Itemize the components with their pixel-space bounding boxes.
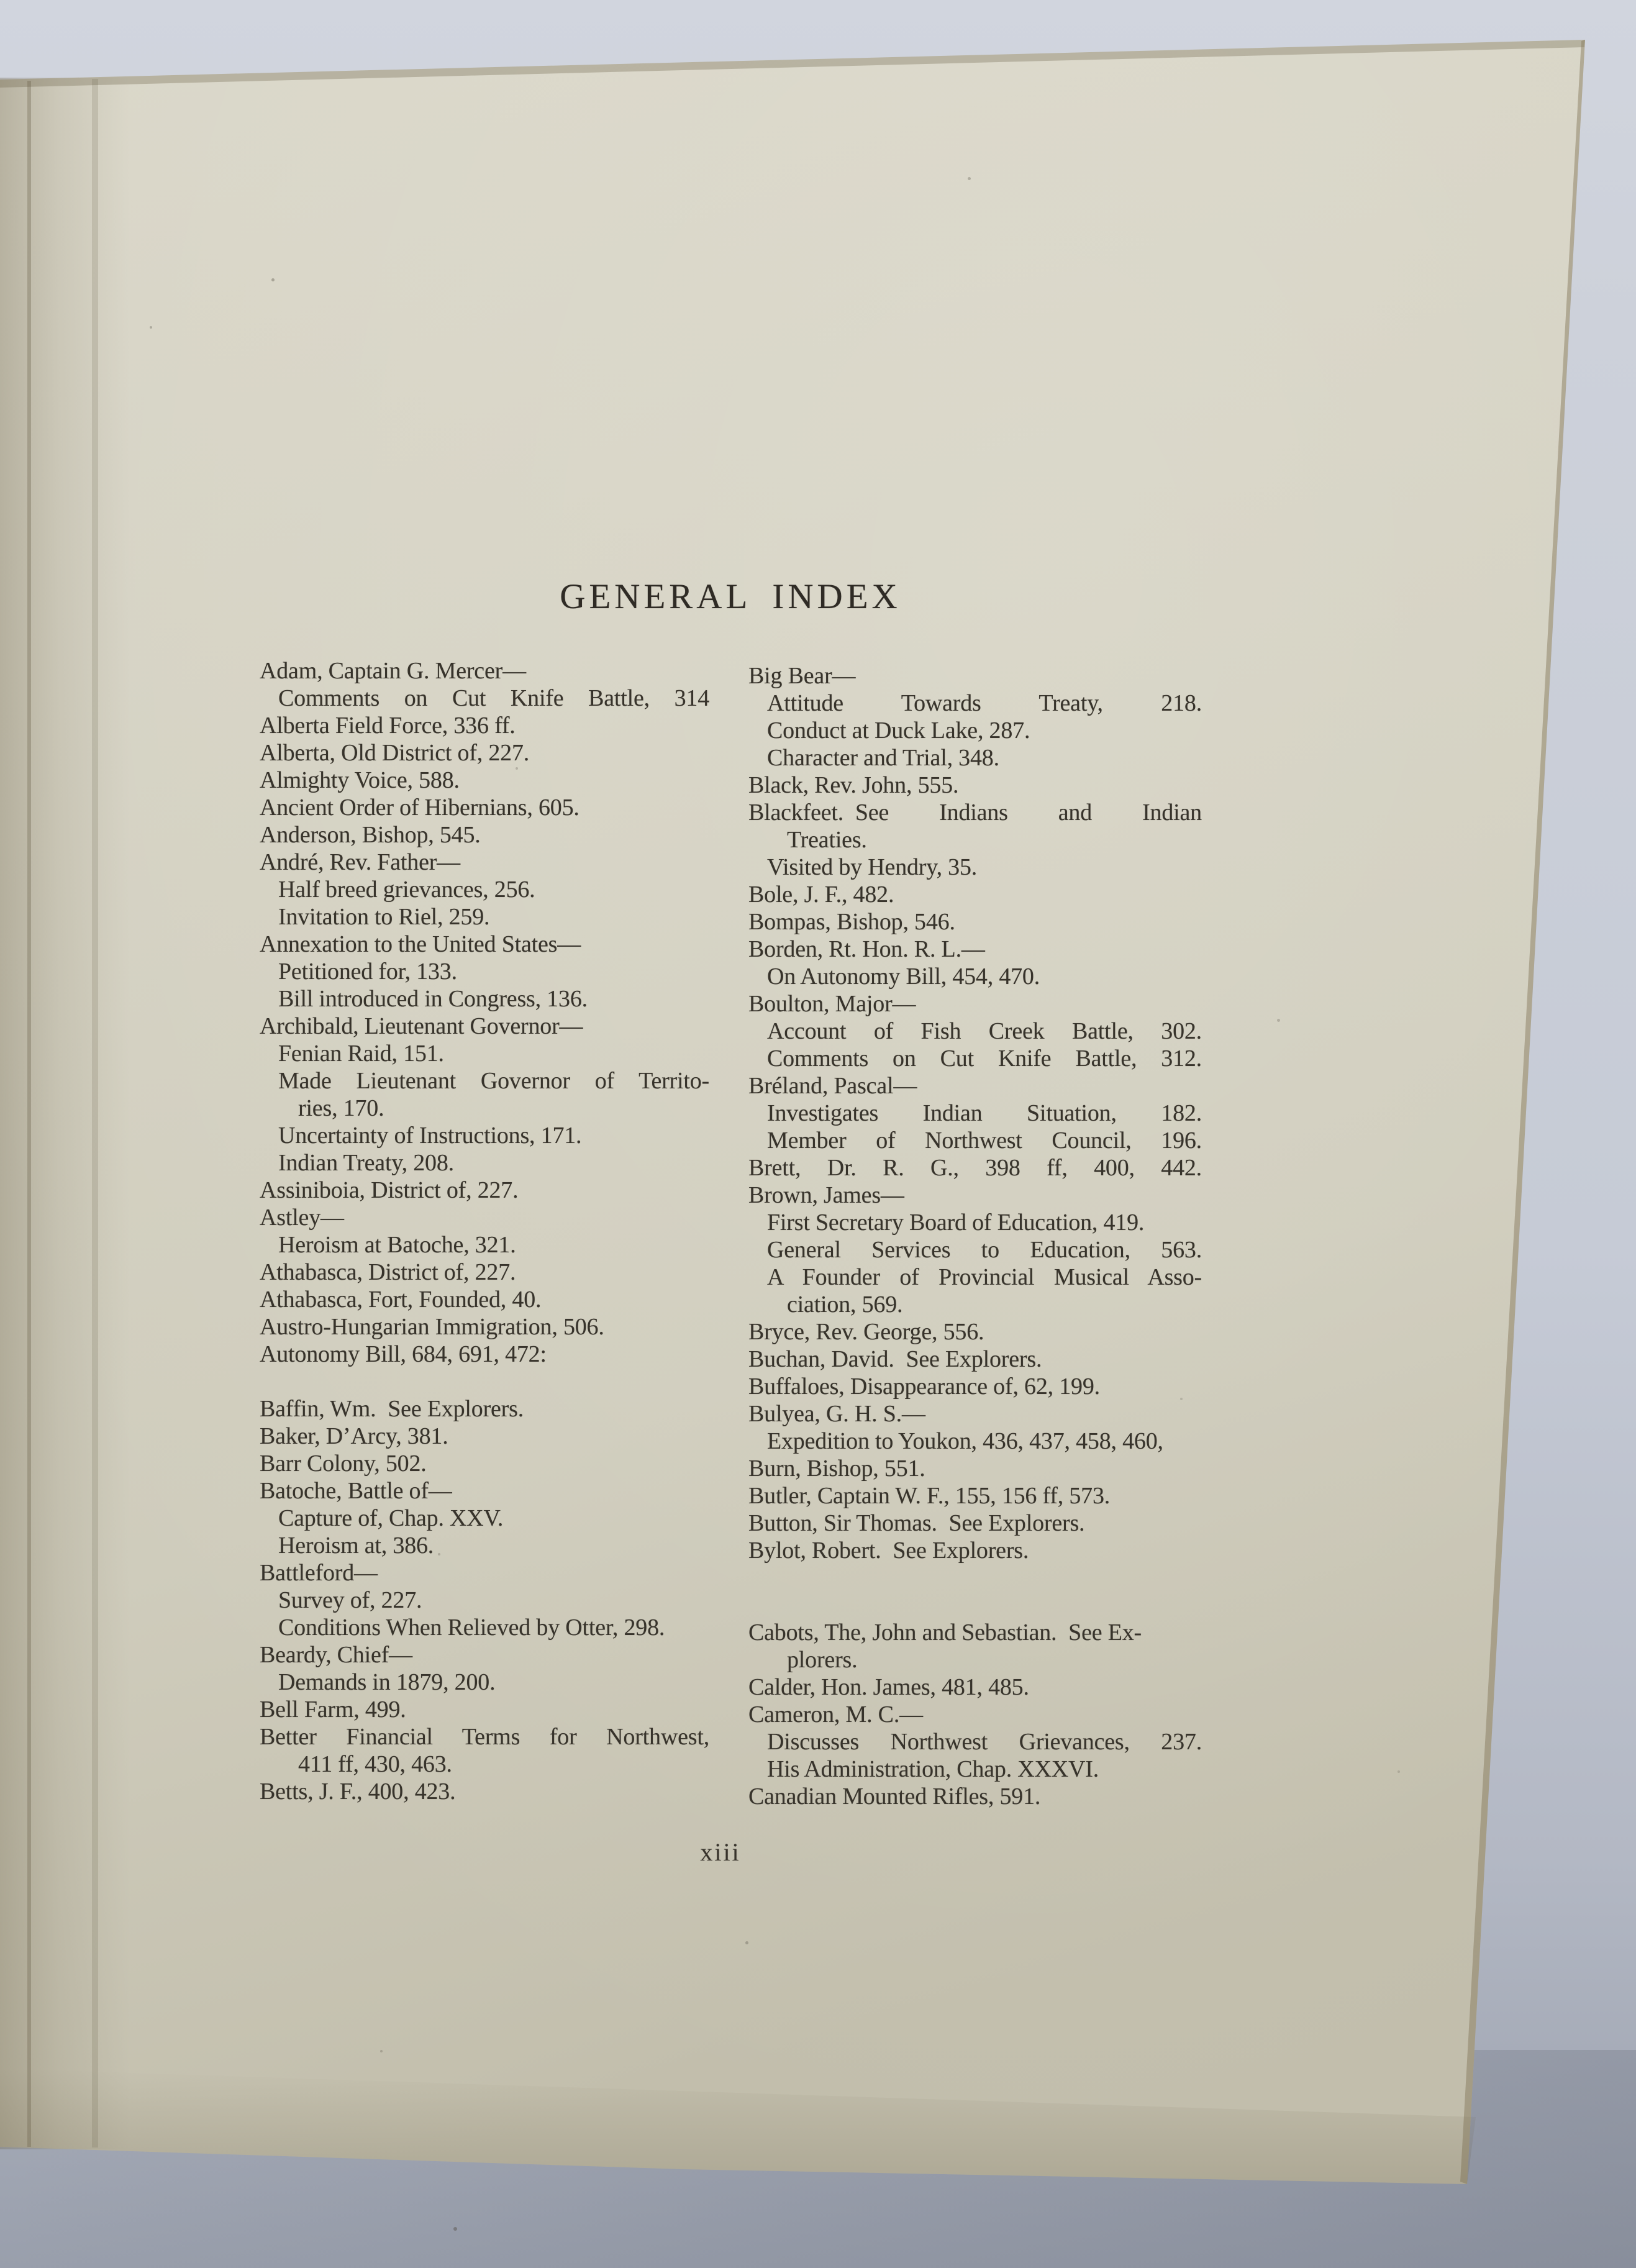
index-entry-line: First Secretary Board of Education, 419. bbox=[767, 1209, 1145, 1236]
paper-speck bbox=[271, 278, 275, 281]
index-entry-line: plorers. bbox=[787, 1647, 858, 1673]
index-entry-line: Autonomy Bill, 684, 691, 472: bbox=[260, 1341, 547, 1367]
index-entry-line: Buffaloes, Disappearance of, 62, 199. bbox=[748, 1373, 1100, 1400]
index-entry-line: Black, Rev. John, 555. bbox=[748, 772, 959, 798]
index-entry-line: Baffin, Wm. See Explorers. bbox=[260, 1396, 524, 1422]
index-entry-line: Battleford— bbox=[260, 1560, 378, 1586]
index-entry-line: Almighty Voice, 588. bbox=[260, 767, 460, 793]
index-entry-line: Better Financial Terms for Northwest, bbox=[260, 1724, 709, 1750]
paper-speck bbox=[1180, 1398, 1183, 1400]
index-entry-line: Petitioned for, 133. bbox=[278, 959, 457, 985]
index-entry-line: Bill introduced in Congress, 136. bbox=[278, 986, 588, 1012]
index-entry-line: Burn, Bishop, 551. bbox=[748, 1455, 925, 1482]
index-entry-line: Attitude Towards Treaty, 218. bbox=[767, 690, 1202, 716]
index-entry-line: Character and Trial, 348. bbox=[767, 745, 999, 771]
index-entry-line: André, Rev. Father— bbox=[260, 849, 460, 875]
index-entry-line: Blackfeet. See Indians and Indian bbox=[748, 799, 1202, 826]
index-entry-line: Comments on Cut Knife Battle, 314 bbox=[278, 685, 709, 711]
index-entry-line: Bryce, Rev. George, 556. bbox=[748, 1319, 984, 1345]
paper-speck bbox=[968, 177, 971, 180]
index-entry-line: 411 ff, 430, 463. bbox=[298, 1751, 452, 1777]
paper-speck bbox=[516, 767, 518, 770]
index-entry-line: Investigates Indian Situation, 182. bbox=[767, 1100, 1202, 1126]
index-entry-line: Bréland, Pascal— bbox=[748, 1073, 917, 1099]
index-entry-line: Baker, D’Arcy, 381. bbox=[260, 1423, 448, 1449]
index-entry-line: Brett, Dr. R. G., 398 ff, 400, 442. bbox=[748, 1155, 1202, 1181]
paper-speck bbox=[745, 1941, 748, 1944]
index-entry-line: Athabasca, District of, 227. bbox=[260, 1259, 516, 1285]
index-entry-line: Button, Sir Thomas. See Explorers. bbox=[748, 1510, 1085, 1536]
index-entry-line: Anderson, Bishop, 545. bbox=[260, 822, 481, 848]
index-entry-line: Treaties. bbox=[787, 827, 867, 853]
index-entry-line: Big Bear— bbox=[748, 663, 856, 689]
index-entry-line: Calder, Hon. James, 481, 485. bbox=[748, 1674, 1029, 1700]
index-entry-line: Indian Treaty, 208. bbox=[278, 1150, 454, 1176]
paper-speck bbox=[380, 2050, 383, 2052]
index-entry-line: Half breed grievances, 256. bbox=[278, 877, 535, 903]
index-entry-line: Archibald, Lieutenant Governor— bbox=[260, 1013, 583, 1039]
index-entry-line: Austro-Hungarian Immigration, 506. bbox=[260, 1314, 604, 1340]
index-entry-line: Made Lieutenant Governor of Territo- bbox=[278, 1068, 709, 1094]
page-number: xiii bbox=[700, 1838, 741, 1866]
paper-speck bbox=[1277, 1019, 1280, 1022]
index-entry-line: A Founder of Provincial Musical Asso- bbox=[767, 1264, 1202, 1290]
index-entry-line: Butler, Captain W. F., 155, 156 ff, 573. bbox=[748, 1483, 1111, 1509]
index-entry-line: Boulton, Major— bbox=[748, 991, 916, 1017]
index-entry-line: Ancient Order of Hibernians, 605. bbox=[260, 795, 579, 821]
index-entry-line: Buchan, David. See Explorers. bbox=[748, 1346, 1042, 1372]
index-entry-line: Alberta, Old District of, 227. bbox=[260, 740, 530, 766]
paper-speck bbox=[1397, 1770, 1400, 1773]
paper-speck bbox=[438, 1553, 440, 1555]
index-entry-line: Alberta Field Force, 336 ff. bbox=[260, 713, 516, 739]
index-entry-line: Bole, J. F., 482. bbox=[748, 881, 894, 908]
index-entry-line: Invitation to Riel, 259. bbox=[278, 904, 490, 930]
index-entry-line: Visited by Hendry, 35. bbox=[767, 854, 978, 880]
index-entry-line: Conditions When Relieved by Otter, 298. bbox=[278, 1614, 665, 1641]
left-column bbox=[260, 657, 709, 1805]
index-entry-line: Astley— bbox=[260, 1205, 344, 1231]
index-entry-line: Heroism at Batoche, 321. bbox=[278, 1232, 516, 1258]
index-entry-line: Canadian Mounted Rifles, 591. bbox=[748, 1783, 1041, 1810]
index-entry-line: Comments on Cut Knife Battle, 312. bbox=[767, 1045, 1202, 1072]
index-entry-line: Assiniboia, District of, 227. bbox=[260, 1177, 519, 1203]
index-entry-line: Discusses Northwest Grievances, 237. bbox=[767, 1729, 1202, 1755]
index-entry-line: Account of Fish Creek Battle, 302. bbox=[767, 1018, 1202, 1044]
index-entry-line: Brown, James— bbox=[748, 1182, 904, 1208]
index-entry-line: Cameron, M. C.— bbox=[748, 1701, 923, 1728]
index-entry-line: ries, 170. bbox=[298, 1095, 384, 1121]
index-entry-line: Fenian Raid, 151. bbox=[278, 1041, 444, 1067]
index-entry-line: Cabots, The, John and Sebastian. See Ex- bbox=[748, 1619, 1142, 1646]
index-entry-line: Beardy, Chief— bbox=[260, 1642, 412, 1668]
index-entry-line: Bylot, Robert. See Explorers. bbox=[748, 1537, 1029, 1564]
index-entry-line: Batoche, Battle of— bbox=[260, 1478, 452, 1504]
index-entry-line: His Administration, Chap. XXXVI. bbox=[767, 1756, 1099, 1782]
index-entry-line: Member of Northwest Council, 196. bbox=[767, 1127, 1202, 1154]
index-entry-line: Uncertainty of Instructions, 171. bbox=[278, 1123, 582, 1149]
index-entry-line: Betts, J. F., 400, 423. bbox=[260, 1778, 456, 1805]
index-entry-line: On Autonomy Bill, 454, 470. bbox=[767, 963, 1040, 990]
page-title: GENERAL INDEX bbox=[560, 577, 901, 616]
index-entry-line: Demands in 1879, 200. bbox=[278, 1669, 496, 1695]
index-entry-line: Adam, Captain G. Mercer— bbox=[260, 658, 526, 684]
index-entry-line: Expedition to Youkon, 436, 437, 458, 460, bbox=[767, 1428, 1163, 1454]
paper-speck bbox=[453, 2227, 457, 2231]
index-entry-line: Capture of, Chap. XXV. bbox=[278, 1505, 504, 1531]
index-entry-line: Bell Farm, 499. bbox=[260, 1696, 406, 1723]
paper-speck bbox=[150, 326, 152, 329]
right-column bbox=[748, 662, 1202, 1810]
index-entry-line: Barr Colony, 502. bbox=[260, 1451, 427, 1477]
index-entry-line: Bulyea, G. H. S.— bbox=[748, 1401, 925, 1427]
index-entry-line: Bompas, Bishop, 546. bbox=[748, 909, 955, 935]
index-entry-line: Conduct at Duck Lake, 287. bbox=[767, 717, 1030, 744]
paper-speck bbox=[814, 1084, 816, 1086]
index-entry-line: Annexation to the United States— bbox=[260, 931, 581, 957]
index-entry-line: ciation, 569. bbox=[787, 1291, 903, 1318]
index-entry-line: General Services to Education, 563. bbox=[767, 1237, 1202, 1263]
index-entry-line: Survey of, 227. bbox=[278, 1587, 422, 1613]
index-entry-line: Borden, Rt. Hon. R. L.— bbox=[748, 936, 985, 962]
index-entry-line: Athabasca, Fort, Founded, 40. bbox=[260, 1287, 542, 1313]
index-entry-line: Heroism at, 386. bbox=[278, 1532, 434, 1559]
